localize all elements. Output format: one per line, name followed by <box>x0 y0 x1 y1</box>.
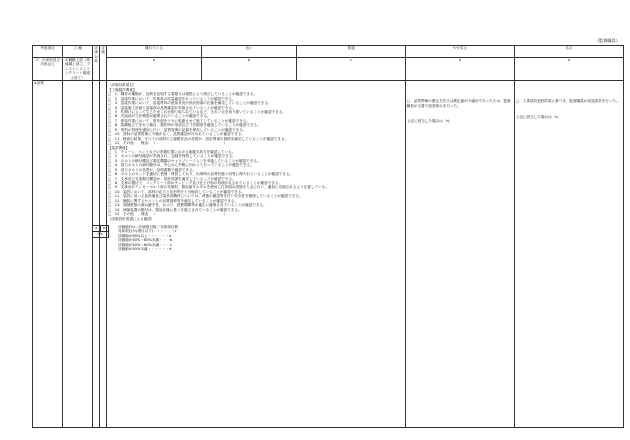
kind-cell-top <box>63 58 93 81</box>
grade-e-condition[interactable]: □ 工事請負契約約款に基づき、監督職員が改造請求を行った。 <box>515 99 620 104</box>
grade-e-cell <box>515 81 624 428</box>
score-line: 評価値が80%以上・・・・・・a <box>117 233 172 238</box>
score-line: 評価値が60%～80%未満・・・b <box>117 238 173 243</box>
sub-item-cell <box>33 81 63 428</box>
score-lines <box>118 229 178 251</box>
criteria-item[interactable]: □ 10．塗料の品質管理に不備がなく、品質確認が行われていることが確認できる。 <box>107 132 246 137</box>
criteria-item[interactable]: □ 10．架設において、部材の応力と変形等を十分検討していることが確認できる。 <box>107 189 246 194</box>
score-title: 評価値(%)＝評価項目数／対象項目数 <box>117 224 179 229</box>
erection-items <box>108 150 404 217</box>
criteria-item[interactable]: □ 4．高力ボルトの締付順序は、中心から外側に向かって行っていることが確認できる。 <box>107 163 254 168</box>
criteria-item[interactable]: □ 7．支承及び支承据付構造が、設計図書を満足していることが確認できる。 <box>107 176 236 181</box>
criteria-item[interactable]: □ 7．塗装作業において、塗布面を十分に乾燥させて施工していることが確認できる。 <box>107 118 250 123</box>
criteria-item[interactable]: □ 11．架設に用いる仮設備及び架設用機材については、荷重の確認等を行い安全性を確保していることが確認できる。 <box>107 194 303 199</box>
grade-letter-b: b <box>202 58 297 81</box>
grade-d-condition[interactable]: □ 品質関係の測定方法又は測定値が不適切であったため、監督職員が文書で改善指示を行った。 <box>406 99 511 108</box>
criteria-item[interactable]: □ 6．大組部の寸法精度が確保されていることが確認できる。 <box>107 114 211 119</box>
criteria-item[interactable]: □ 5．高力ボルトの品質が、証明書類で確認できる。 <box>107 167 197 172</box>
sub-item-label: ②品質 <box>33 81 44 86</box>
mini-score-table <box>92 225 109 238</box>
criteria-cell <box>95 81 406 428</box>
criteria-item[interactable]: □ 2．ボルトの締付確認が実施され、記録を保管していることが確認できる。 <box>107 154 236 159</box>
criteria-item[interactable]: □ 8．支承の据付で、コンクリート面のチッピング及び仕上げ面の処理がなされていることが確認できる。 <box>107 181 283 186</box>
grade-label-d: やや劣る <box>406 46 515 58</box>
criteria-item[interactable]: □ 12．舗装に関するセメントの品質規格等を満足していることが確認できる。 <box>107 198 238 203</box>
mini-header-a: a <box>92 225 100 231</box>
grade-label-c: 普通 <box>297 46 406 58</box>
criteria-item[interactable]: □ 1．クレーン、ベントなどの設置位置における地盤支持力を確認している。 <box>107 149 236 154</box>
supplement-note: （床版設計図書による確認） <box>107 216 155 221</box>
page-label: （監督職員） <box>594 38 620 43</box>
criteria-item[interactable]: □ 14．伸縮装置の据付は、製品仕様に基づき施工されていることが確認できる。 <box>107 207 242 212</box>
grade-letter-c: c <box>297 58 406 81</box>
header-item: 考査項目 <box>33 46 63 58</box>
header-kind: 工 種 <box>63 46 93 58</box>
grade-d-note: 上記に該当した場合は「d」 <box>406 119 453 124</box>
score-line: 評価値が40%未満・・・・・・d <box>117 247 172 252</box>
criteria-item[interactable]: □ 4．溶接施工計画と溶接部の品質確認が実施されていることが確認できる。 <box>107 105 236 110</box>
kind-cell <box>63 81 93 428</box>
grade-label-b: 良い <box>202 46 297 58</box>
weight-cell <box>93 81 100 428</box>
mini-header-b: b <box>100 225 108 231</box>
score-line: 対象項目が(項目以下)・・・・・・c <box>117 229 177 234</box>
criteria-item[interactable]: □ 3．ボルトの締付機及び測定機器のキャリブレーションを実施していることが確認できる。 <box>107 158 261 163</box>
section-erection: 【架設関係】 <box>107 145 130 150</box>
criteria-item[interactable]: □ 8．架構組立てを行う場合、製作時の形状及び寸法精度を確認していることが確認できる。 <box>107 123 261 128</box>
mini-value: 0% <box>92 231 108 237</box>
section-factory: 【工場製作関係】 <box>107 87 137 92</box>
kind-label: ①鋼橋上部（単純鋼上部工、プレストレストコンクリート橋梁上部工） <box>64 58 91 80</box>
grade-label-a: 優れている <box>107 46 202 58</box>
criteria-title: ［評価対象項目］ <box>107 83 137 88</box>
criteria-item[interactable]: □ 13．床版鉄筋の重ね継手長、かぶり、鉄筋間隔等が適正に確保されていることが確認できる。 <box>107 203 267 208</box>
header-eval: 評価 <box>100 46 107 81</box>
grade-d-cell <box>406 81 515 428</box>
item-label: ３．出来形及び出来ばえ <box>34 58 61 67</box>
criteria-item[interactable]: □ 6．ボルトのセットを適切に管理・保管しており、出荷時の品質状態と同等に保たれていることが確認できる。 <box>107 172 294 177</box>
grade-letter-d: d <box>406 58 515 81</box>
evaluation-table <box>32 45 624 428</box>
grade-label-e: 劣る <box>515 46 624 58</box>
criteria-item[interactable]: □ 11．検査の結果、すべての部材の工場製作品の品質が、設計図書の規格を満足していることが確認できる。 <box>107 136 289 141</box>
factory-items <box>108 92 404 145</box>
score-line: 評価値が40%～60%未満・・・c <box>117 242 172 247</box>
criteria-item[interactable]: □ 3．溶接作業において、溶接材料の使用状況が設計図書の仕様を満足していることが確認できる。 <box>107 101 272 106</box>
grade-letter-a: a <box>107 58 202 81</box>
criteria-item[interactable]: □ 12．その他 理由：（ ） <box>107 141 228 146</box>
criteria-item[interactable]: □ 9．塗料の管理を適切に行い、品質管理の記録を保存していることが確認できる。 <box>107 127 247 132</box>
criteria-item[interactable]: □ 2．溶接作業において、作業員の技量確認を行っていることが確認できる。 <box>107 96 236 101</box>
header-weight: 評価対象 <box>93 46 100 81</box>
item-cell-top <box>33 58 63 81</box>
eval-cell <box>100 81 107 428</box>
criteria-item[interactable]: □ 1．鋼材の種類が、品質を証明する書類又は規格により照合していることが確認できる。 <box>107 92 258 97</box>
grade-letter-e: e <box>515 58 624 81</box>
grade-e-note: 上記に該当した場合は「e」 <box>515 114 562 119</box>
criteria-item[interactable]: □ 9．支承部のアンカーボルト部の充填材、無収縮モルタルを使用し打設面の清掃を入念に行い、適切に充填されるよう注意している。 <box>107 185 329 190</box>
criteria-item[interactable]: □ 15．その他 理由：（ ） <box>107 212 228 217</box>
criteria-item[interactable]: □ 5．孔開けによって生じたまくれが削り取られているなど、きれい目を取り除いていることが確認できる。 <box>107 110 286 115</box>
